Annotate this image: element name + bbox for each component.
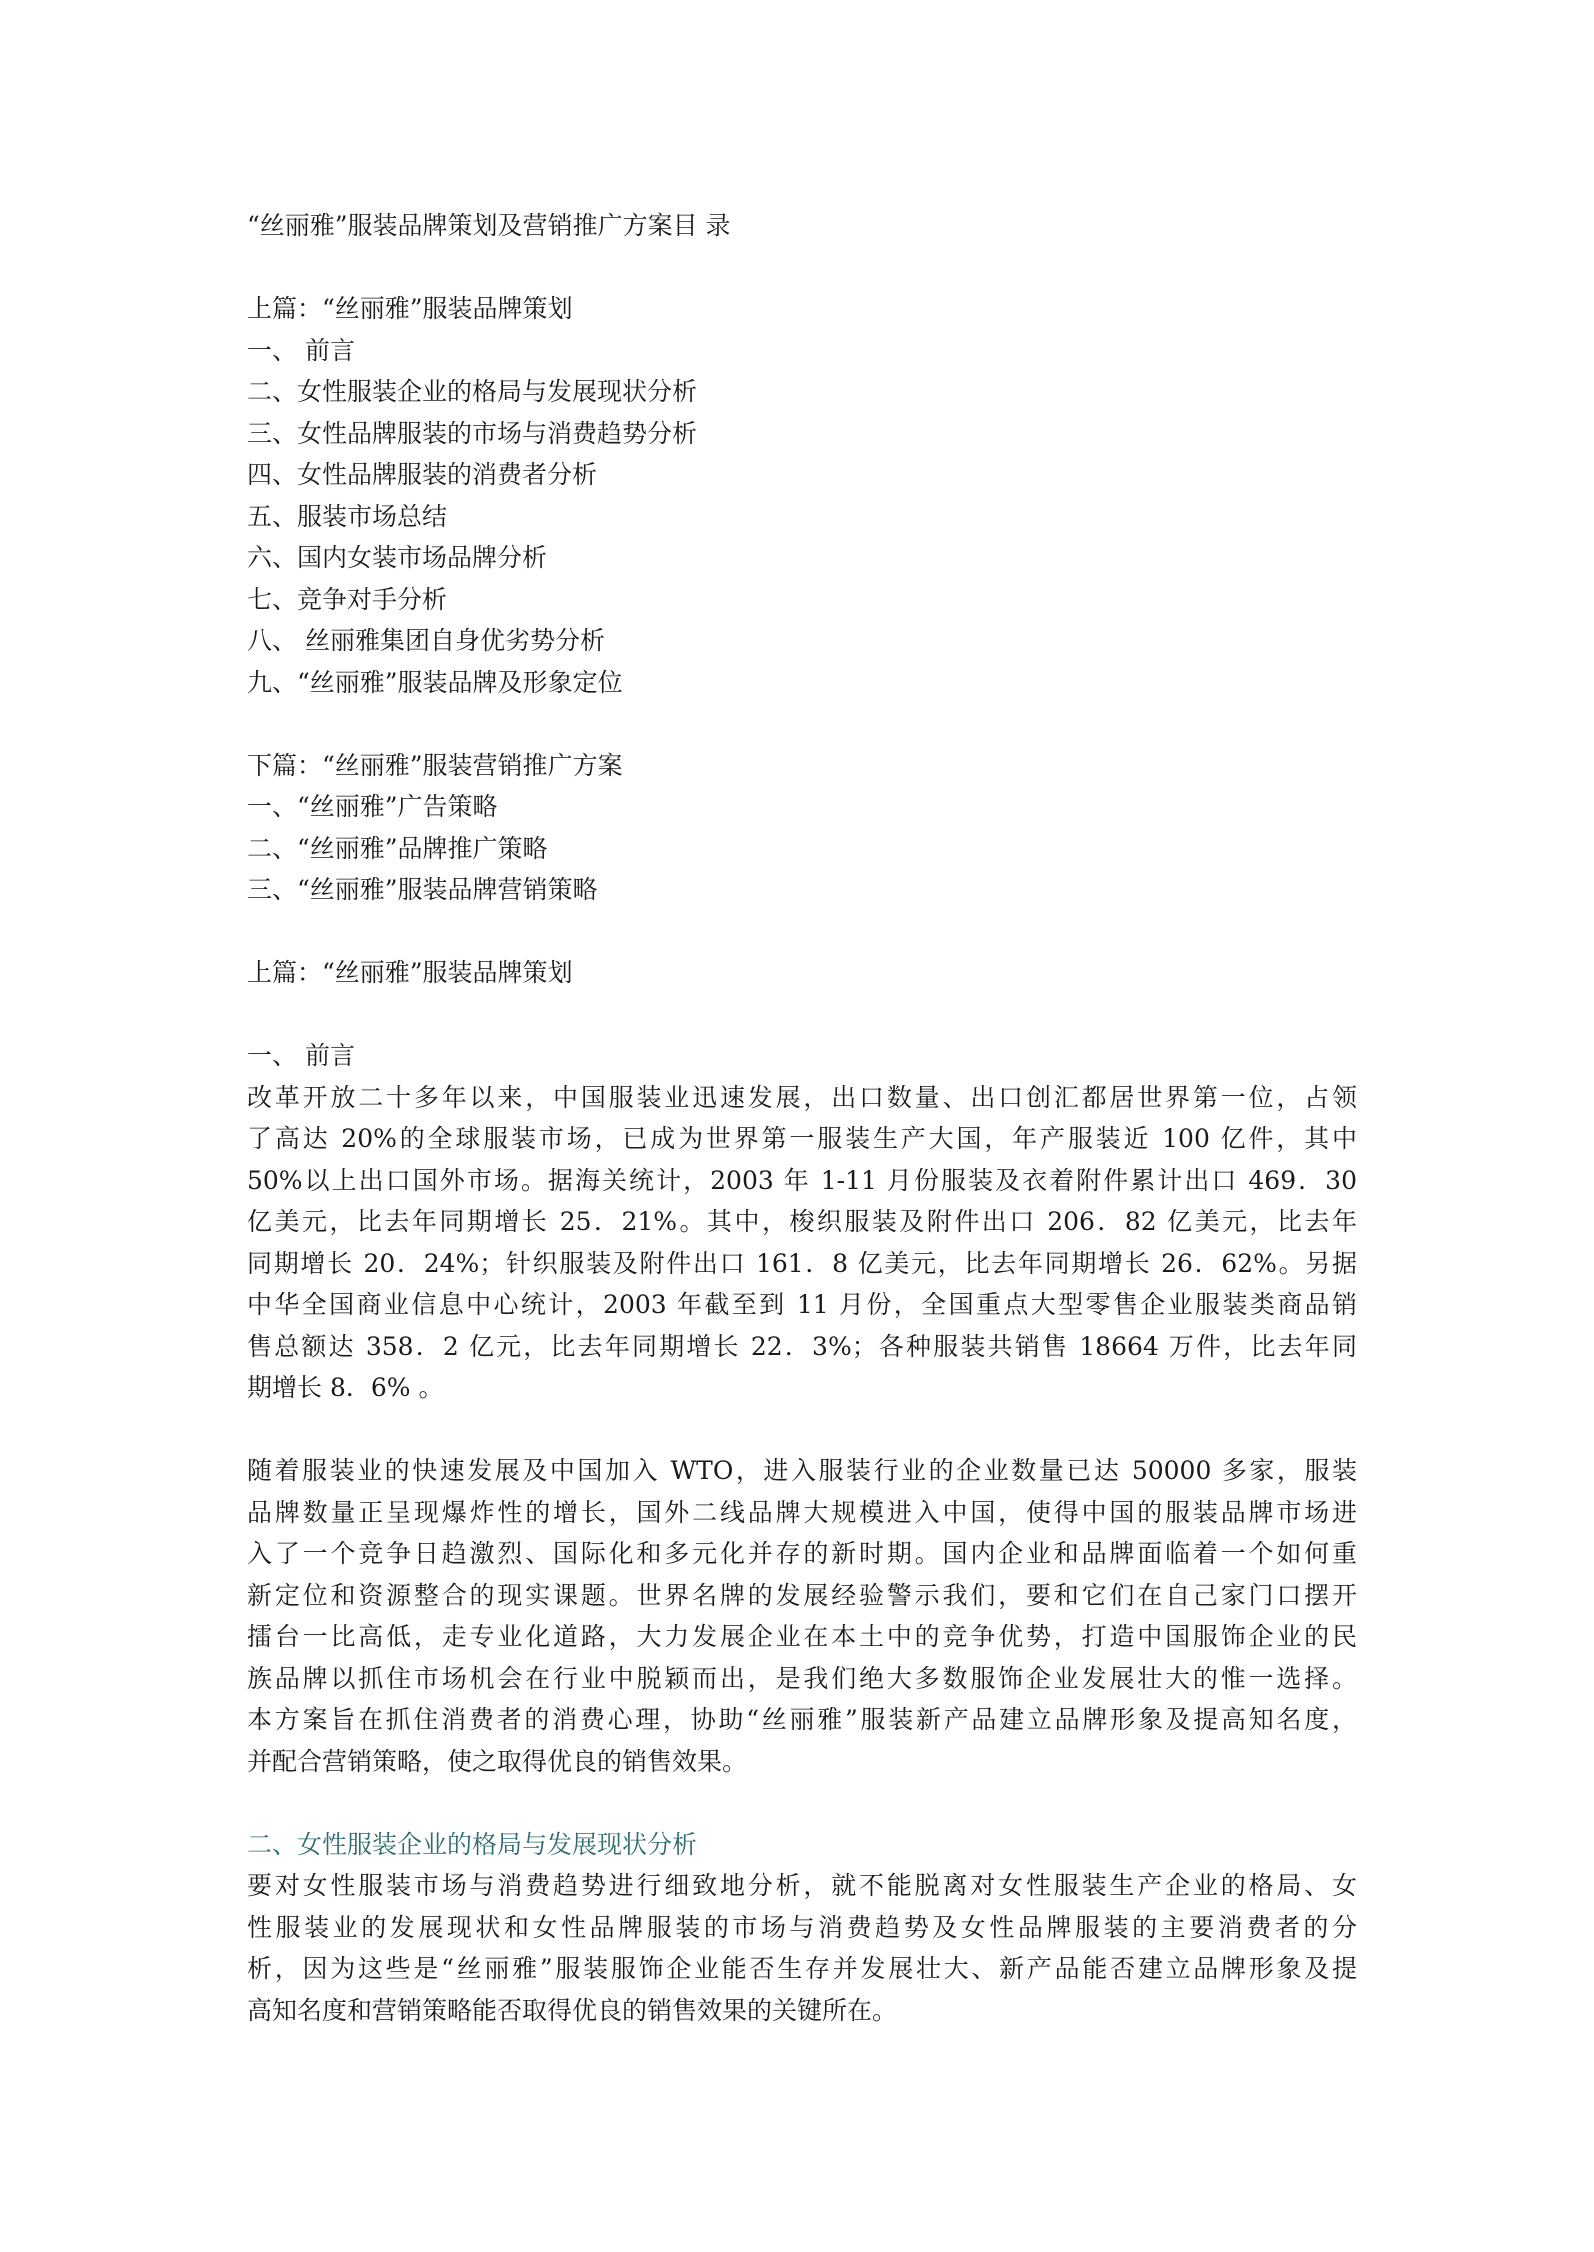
paragraph-line: 售总额达 358．2 亿元，比去年同期增长 22．3%；各种服装共销售 18664 万件，比去年同	[247, 1331, 1357, 1361]
paragraph-line: 品牌数量正呈现爆炸性的增长，国外二线品牌大规模进入中国，使得中国的服装品牌市场进	[247, 1497, 1357, 1527]
toc-item: 四、女性品牌服装的消费者分析	[247, 460, 598, 489]
toc-item: 三、女性品牌服装的市场与消费趋势分析	[247, 418, 698, 448]
paragraph-line: 要对女性服装市场与消费趋势进行细致地分析，就不能脱离对女性服装生产企业的格局、女	[247, 1871, 1357, 1900]
paragraph-line: 并配合营销策略，使之取得优良的销售效果。	[247, 1746, 748, 1776]
paragraph-line: 期增长 8．6% 。	[247, 1373, 444, 1402]
toc-part2	[247, 745, 1357, 911]
paragraph	[247, 1450, 1357, 1782]
paragraph	[247, 1077, 1357, 1409]
toc-item: 八、 丝丽雅集团自身优劣势分析	[247, 626, 605, 655]
paragraph-line: 析，因为这些是“丝丽雅”服装服饰企业能否生存并发展壮大、新产品能否建立品牌形象及提	[247, 1954, 1357, 1983]
section-preface	[247, 1035, 1357, 1782]
toc-part2-heading: 下篇：“丝丽雅”服装营销推广方案	[247, 750, 623, 780]
paragraph-line: 同期增长 20．24%；针织服装及附件出口 161．8 亿美元，比去年同期增长 26．62%。另据	[247, 1248, 1357, 1278]
toc-item: 一、 前言	[247, 335, 355, 365]
paragraph-line: 了高达 20%的全球服装市场，已成为世界第一服装生产大国，年产服装近 100 亿件，其中	[247, 1124, 1357, 1153]
paragraph-line: 亿美元，比去年同期增长 25．21%。其中，梭织服装及附件出口 206．82 亿美元，比去年	[247, 1207, 1357, 1236]
spacer	[247, 247, 1357, 289]
paragraph-line: 入了一个竞争日趋激烈、国际化和多元化并存的新时期。国内企业和品牌面临着一个如何重	[247, 1539, 1357, 1568]
body-part-heading: 上篇：“丝丽雅”服装品牌策划	[247, 958, 573, 987]
spacer	[247, 1409, 1357, 1451]
spacer	[247, 994, 1357, 1036]
paragraph-line: 改革开放二十多年以来，中国服装业迅速发展，出口数量、出口创汇都居世界第一位，占领	[247, 1082, 1357, 1112]
toc-item: 一、“丝丽雅”广告策略	[247, 792, 498, 821]
paragraph-line: 擂台一比高低，走专业化道路，大力发展企业在本土中的竞争优势，打造中国服饰企业的民	[247, 1622, 1357, 1651]
document-title: “丝丽雅”服装品牌策划及营销推广方案目 录	[247, 211, 731, 240]
paragraph-line: 性服装业的发展现状和女性品牌服装的市场与消费趋势及女性品牌服装的主要消费者的分	[247, 1912, 1357, 1942]
paragraph-line: 中华全国商业信息中心统计，2003 年截至到 11 月份，全国重点大型零售企业服装类商品销	[247, 1290, 1357, 1319]
toc-part1-heading: 上篇：“丝丽雅”服装品牌策划	[247, 294, 573, 323]
section-market-structure	[247, 1824, 1357, 2032]
toc-item: 二、“丝丽雅”品牌推广策略	[247, 833, 548, 863]
toc-item: 九、“丝丽雅”服装品牌及形象定位	[247, 667, 623, 697]
toc-part1	[247, 288, 1357, 703]
paragraph-line: 本方案旨在抓住消费者的消费心理，协助“丝丽雅”服装新产品建立品牌形象及提高知名度，	[247, 1705, 1357, 1734]
toc-item: 三、“丝丽雅”服装品牌营销策略	[247, 875, 598, 904]
spacer	[247, 911, 1357, 953]
document-content	[247, 205, 1357, 2031]
section-heading-market-structure: 二、女性服装企业的格局与发展现状分析	[247, 1829, 698, 1859]
section-heading-preface: 一、 前言	[247, 1041, 355, 1070]
toc-item: 五、服装市场总结	[247, 501, 448, 531]
paragraph-line: 高知名度和营销策略能否取得优良的销售效果的关键所在。	[247, 1995, 898, 2025]
paragraph-line: 随着服装业的快速发展及中国加入 WTO，进入服装行业的企业数量已达 50000 多家，服装	[247, 1456, 1357, 1485]
paragraph-line: 新定位和资源整合的现实课题。世界名牌的发展经验警示我们，要和它们在自己家门口摆开	[247, 1580, 1357, 1610]
toc-item: 七、竞争对手分析	[247, 584, 448, 614]
paragraph-line: 50%以上出口国外市场。据海关统计，2003 年 1-11 月份服装及衣着附件累计出口 469．30	[247, 1165, 1357, 1195]
spacer	[247, 703, 1357, 745]
spacer	[247, 1782, 1357, 1824]
toc-item: 二、女性服装企业的格局与发展现状分析	[247, 377, 698, 406]
paragraph-line: 族品牌以抓住市场机会在行业中脱颖而出，是我们绝大多数服饰企业发展壮大的惟一选择。	[247, 1663, 1357, 1693]
paragraph	[247, 1865, 1357, 2031]
toc-item: 六、国内女装市场品牌分析	[247, 543, 548, 572]
